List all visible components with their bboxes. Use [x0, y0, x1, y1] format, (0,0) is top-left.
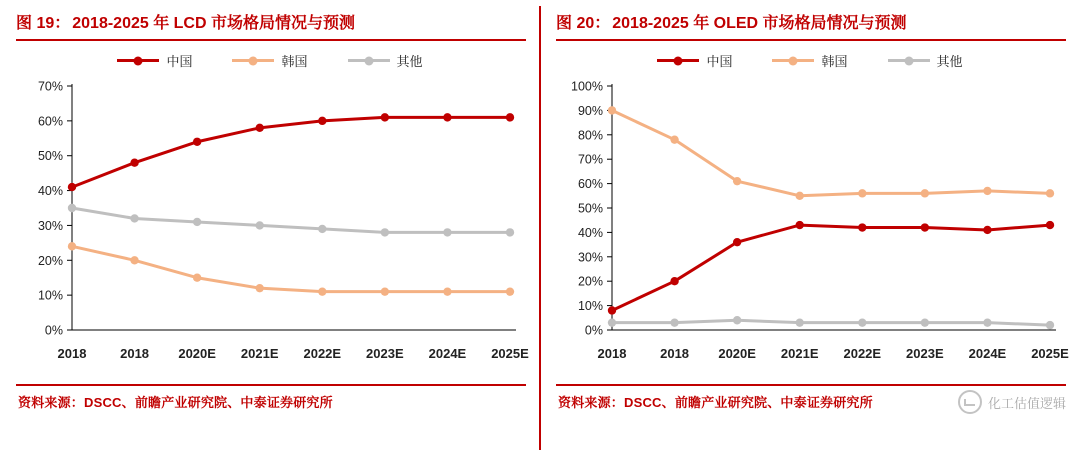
data-point — [733, 177, 741, 185]
x-axis-tick-label: 2025E — [1031, 346, 1069, 361]
y-axis-tick-label: 0% — [584, 323, 603, 338]
x-axis-tick-label: 2018 — [57, 346, 87, 361]
y-axis-tick-label: 20% — [577, 274, 603, 289]
oled-figure-number: 图 20： — [556, 15, 611, 32]
lcd-legend-label-korea: 韩国 — [281, 54, 308, 69]
x-axis-tick-label: 2018 — [660, 346, 690, 361]
oled-title-rule — [556, 39, 1066, 41]
data-point — [68, 183, 76, 191]
x-axis-tick-label: 2018 — [120, 346, 150, 361]
line-swatch-icon — [117, 59, 159, 62]
lcd-chart — [10, 72, 530, 382]
data-point — [256, 124, 264, 132]
data-point — [318, 117, 326, 125]
data-point — [921, 223, 929, 231]
data-point — [443, 228, 451, 236]
data-point — [381, 113, 389, 121]
series-line-韩国 — [72, 246, 510, 291]
x-axis-tick-label: 2021E — [780, 346, 819, 361]
lcd-legend — [10, 51, 530, 70]
y-axis-tick-label: 50% — [577, 201, 603, 216]
data-point — [921, 318, 929, 326]
x-axis-tick-label: 2023E — [906, 346, 944, 361]
x-axis-tick-label: 2022E — [843, 346, 882, 361]
x-axis-tick-label: 2020E — [178, 346, 216, 361]
lcd-legend-label-other: 其他 — [396, 54, 423, 69]
data-point — [733, 316, 741, 324]
data-point — [796, 192, 804, 200]
data-point — [193, 218, 201, 226]
y-axis-tick-label: 70% — [37, 79, 63, 94]
watermark — [958, 390, 1066, 414]
data-point — [68, 242, 76, 250]
lcd-source-note: 资料来源：DSCC、前瞻产业研究院、中泰证券研究所 — [18, 395, 333, 410]
data-point — [858, 318, 866, 326]
data-point — [130, 256, 138, 264]
data-point — [506, 113, 514, 121]
x-axis-tick-label: 2021E — [240, 346, 279, 361]
y-axis-tick-label: 60% — [577, 177, 603, 192]
circle-logo-icon — [958, 390, 982, 414]
data-point — [443, 113, 451, 121]
data-point — [796, 221, 804, 229]
data-point — [921, 189, 929, 197]
data-point — [608, 318, 616, 326]
oled-figure-title: 2018-2025 年 OLED 市场格局情况与预测 — [612, 15, 907, 32]
data-point — [443, 287, 451, 295]
data-point — [318, 225, 326, 233]
data-point — [670, 277, 678, 285]
data-point — [381, 228, 389, 236]
lcd-legend-item-korea — [232, 51, 307, 70]
data-point — [608, 306, 616, 314]
oled-legend-label-china: 中国 — [706, 54, 733, 69]
lcd-legend-item-other — [348, 51, 423, 70]
oled-chart — [550, 72, 1070, 382]
oled-legend-item-korea — [772, 51, 847, 70]
oled-legend-item-other — [888, 51, 963, 70]
lcd-chart-svg — [10, 72, 530, 382]
x-axis-tick-label: 2022E — [303, 346, 342, 361]
oled-legend-label-korea: 韩国 — [821, 54, 848, 69]
data-point — [983, 187, 991, 195]
data-point — [983, 318, 991, 326]
lcd-legend-label-china: 中国 — [166, 54, 193, 69]
lcd-figure-title: 2018-2025 年 LCD 市场格局情况与预测 — [72, 15, 355, 32]
oled-figure-panel — [540, 0, 1080, 456]
y-axis-tick-label: 30% — [577, 250, 603, 265]
data-point — [193, 138, 201, 146]
oled-title-row — [550, 8, 1070, 39]
data-point — [68, 204, 76, 212]
y-axis-tick-label: 10% — [37, 288, 63, 303]
data-point — [193, 274, 201, 282]
data-point — [256, 284, 264, 292]
lcd-figure-number: 图 19： — [16, 15, 71, 32]
series-line-中国 — [612, 225, 1050, 310]
lcd-legend-item-china — [117, 51, 192, 70]
y-axis-tick-label: 20% — [37, 253, 63, 268]
y-axis-tick-label: 60% — [37, 114, 63, 129]
x-axis-tick-label: 2024E — [968, 346, 1007, 361]
series-line-中国 — [72, 117, 510, 187]
x-axis-tick-label: 2018 — [597, 346, 627, 361]
data-point — [1046, 189, 1054, 197]
data-point — [318, 287, 326, 295]
y-axis-tick-label: 10% — [577, 299, 603, 314]
oled-legend-label-other: 其他 — [936, 54, 963, 69]
data-point — [1046, 221, 1054, 229]
y-axis-tick-label: 40% — [37, 184, 63, 199]
data-point — [256, 221, 264, 229]
y-axis-tick-label: 0% — [44, 323, 63, 338]
data-point — [506, 228, 514, 236]
oled-legend-item-china — [657, 51, 732, 70]
data-point — [506, 287, 514, 295]
data-point — [733, 238, 741, 246]
oled-source-rule — [556, 384, 1066, 386]
line-swatch-icon — [657, 59, 699, 62]
y-axis-tick-label: 90% — [577, 103, 603, 118]
data-point — [670, 318, 678, 326]
lcd-title-row — [10, 8, 530, 39]
x-axis-tick-label: 2020E — [718, 346, 756, 361]
y-axis-tick-label: 70% — [577, 152, 603, 167]
line-swatch-icon — [772, 59, 814, 62]
oled-legend — [550, 51, 1070, 70]
data-point — [796, 318, 804, 326]
data-point — [1046, 321, 1054, 329]
y-axis-tick-label: 100% — [571, 79, 603, 94]
data-point — [858, 223, 866, 231]
data-point — [130, 214, 138, 222]
data-point — [983, 226, 991, 234]
line-swatch-icon — [888, 59, 930, 62]
y-axis-tick-label: 30% — [37, 218, 63, 233]
oled-chart-svg — [550, 72, 1070, 382]
lcd-title-rule — [16, 39, 526, 41]
x-axis-tick-label: 2024E — [428, 346, 467, 361]
line-swatch-icon — [348, 59, 390, 62]
data-point — [130, 158, 138, 166]
line-swatch-icon — [232, 59, 274, 62]
oled-source-note: 资料来源：DSCC、前瞻产业研究院、中泰证券研究所 — [558, 395, 873, 410]
lcd-source-rule — [16, 384, 526, 386]
y-axis-tick-label: 80% — [577, 128, 603, 143]
data-point — [381, 287, 389, 295]
data-point — [670, 135, 678, 143]
x-axis-tick-label: 2025E — [491, 346, 529, 361]
x-axis-tick-label: 2023E — [366, 346, 404, 361]
y-axis-tick-label: 40% — [577, 225, 603, 240]
data-point — [858, 189, 866, 197]
series-line-韩国 — [612, 110, 1050, 195]
watermark-text: 化工估值逻辑 — [987, 395, 1066, 411]
y-axis-tick-label: 50% — [37, 149, 63, 164]
data-point — [608, 106, 616, 114]
